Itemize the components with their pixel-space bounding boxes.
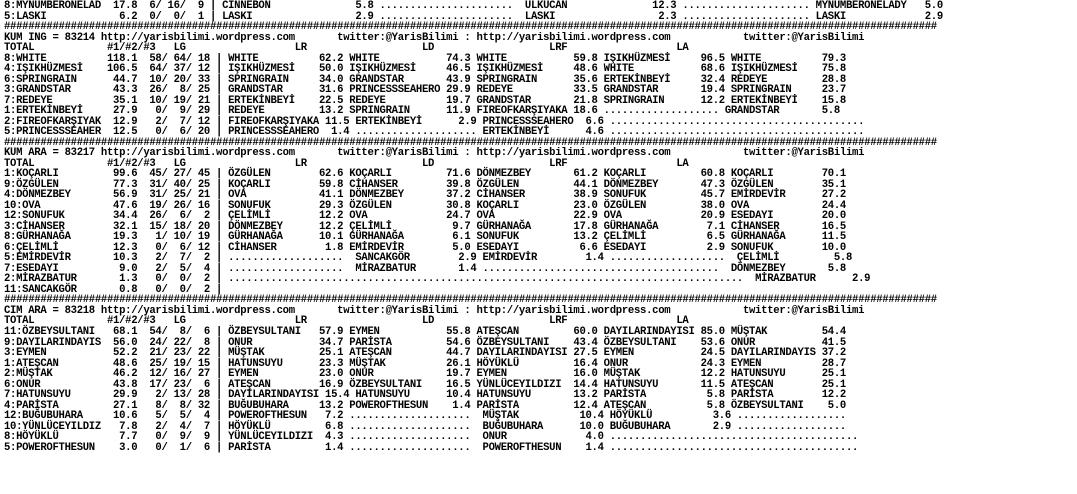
text-line: 3:CİHANSER 32.1 15/ 18/ 20 | DÖNMEZBEY 12.2 ÇELİMLİ 9.7 GÜRHANAĞA 17.8 GÜRHANAĞA 7.1 CİHANSER 16.5 (4, 220, 846, 233)
text-line: 8:MYNUMBERONELAD 17.8 6/ 16/ 9 | CINNEBON 5.8 ...................... ÜLKÜCAN 12.3 ..................... MYNUMBERONELADY 5.0 (4, 0, 943, 12)
text-line: 4:PARİSTA 27.1 8/ 8/ 32 | BUĞUBUHARA 13.2 POWEROFTHESUN 1.4 PARİSTA 12.4 ATEŞCAN 5.8 ÖZBEYSULTANI 5.0 (4, 399, 846, 412)
text-line: 2:MÜŞTAK 46.2 12/ 16/ 27 | EYMEN 23.0 ONUR 19.7 EYMEN 16.0 MÜŞTAK 12.2 HATUNSUYU 25.1 (4, 368, 846, 381)
text-line: 3:EYMEN 52.2 21/ 23/ 22 | MÜŞTAK 25.1 ATEŞCAN 44.7 DAYILARINDAYISI 27.5 EYMEN 24.5 DAYILARINDAYIS 37.2 (4, 347, 846, 360)
text-line: 8:GÜRHANAĞA 19.3 1/ 10/ 19 | GÜRHANAĞA 10.1 GÜRHANAĞA 6.1 SONUFUK 13.2 ÇELİMLİ 6.5 GÜRHANAĞA 11.5 (4, 231, 846, 244)
text-line: 2:MİRAZBATUR 1.3 0/ 0/ 2 | ..................................................................................... MİRAZBATUR 2.9 (4, 273, 871, 286)
text-line: 7:ESEDAYI 9.0 2/ 5/ 4 | ................... MİRAZBATUR 1.4 ....................................... DÖNMEZBEY 5.8 (4, 262, 846, 275)
text-line: ########################################################################################################################################################## (4, 294, 937, 307)
text-line: 8:WHITE 118.1 58/ 64/ 18 | WHITE 62.2 WHITE 74.3 WHITE 59.8 IŞIKHÜZMESİ 96.5 WHITE 79.3 (4, 52, 846, 65)
text-line: 5:LASKI 6.2 0/ 0/ 1 | LASKI 2.9 ...................... LASKI 2.3 ..................... LASKI 2.9 (4, 10, 943, 23)
text-line: 1:ATEŞCAN 48.6 25/ 19/ 15 | HATUNSUYU 23.3 MÜŞTAK 26.1 HÖYÜKLÜ 16.4 ONUR 24.3 EYMEN 28.7 (4, 357, 846, 370)
text-line: 6:ONUR 43.8 17/ 23/ 6 | ATEŞCAN 16.9 ÖZBEYSULTANI 16.5 YÜNLÜCEYILDIZI 14.4 HATUNSUYU 11.5 ATEŞCAN 25.1 (4, 378, 846, 391)
text-line: TOTAL #1/#2/#3 LG LR LD LRF LA (4, 42, 689, 55)
text-line: 4:DÖNMEZBEY 56.9 31/ 25/ 21 | OVA 41.1 DÖNMEZBEY 37.2 CİHANSER 38.9 SONUFUK 45.7 EMİRDEVİR 27.2 (4, 189, 846, 202)
text-line: 7:REDEYE 35.1 10/ 19/ 21 | ERTEKİNBEYİ 22.5 REDEYE 19.7 GRANDSTAR 21.8 SPRINGRAIN 12.2 ERTEKİNBEYİ 15.8 (4, 94, 846, 107)
text-line: 5:PRINCESSSEAHER 12.5 0/ 6/ 20 | PRINCESSSEAHERO 1.4 .................... ERTEKİNBEYİ 4.6 .......................................... (4, 126, 865, 139)
text-line: 9:ÖZGÜLEN 77.3 31/ 40/ 25 | KOÇARLI 59.8 CİHANSER 39.8 ÖZGÜLEN 44.1 DÖNMEZBEY 47.3 ÖZGÜLEN 35.1 (4, 178, 846, 191)
text-line: 1:ERTEKİNBEYİ 27.9 0/ 9/ 29 | REDEYE 13.2 SPRINGRAIN 11.9 FIREOFKARŞIYAKA 18.6 ................... GRANDSTAR 5.8 (4, 105, 840, 118)
text-line: 9:DAYILARINDAYIS 56.0 24/ 22/ 8 | ONUR 34.7 PARİSTA 54.6 ÖZBEYSULTANI 43.4 ÖZBEYSULTANI 53.6 ONUR 41.5 (4, 336, 846, 349)
text-line: 11:SANCAKGÖR 0.8 0/ 0/ 2 | (4, 283, 223, 296)
text-line: 8:HÖYÜKLÜ 7.7 0/ 9/ 9 | YÜNLÜCEYILDIZI 4.3 .................... ONUR 4.0 ......................................... (4, 431, 859, 444)
text-line: KUM ING = 83214 http://yarisbilimi.wordpress.com twitter:@YarisBilimi : http://yarisbilimi.wordpress.com twitter:@YarisBilimi (4, 31, 865, 44)
text-line: 6:ÇELİMLİ 12.3 0/ 6/ 12 | CİHANSER 1.8 EMİRDEVİR 5.0 ESEDAYI 6.6 ESEDAYI 2.9 SONUFUK 10.0 (4, 241, 846, 254)
text-line: 2:FIREOFKARŞIYAK 12.9 2/ 7/ 12 | FIREOFKARŞIYAKA 11.5 ERTEKİNBEYİ 2.9 PRINCESSSEAHERO 6.6 .......................................... (4, 115, 865, 128)
text-line: 4:IŞIKHÜZMESİ 106.5 64/ 37/ 12 | IŞIKHÜZMESİ 50.0 IŞIKHÜZMESİ 46.5 IŞIKHÜZMESİ 48.6 WHITE 68.6 IŞIKHÜZMESİ 75.8 (4, 63, 846, 76)
text-line: 12:BUĞUBUHARA 10.6 5/ 5/ 4 | POWEROFTHESUN 7.2 .................... MÜŞTAK 10.4 HÖYÜKLÜ 3.6 .................. (4, 410, 846, 423)
text-line: 5:POWEROFTHESUN 3.0 0/ 1/ 6 | PARİSTA 1.4 .................... POWEROFTHESUN 1.4 ......................................... (4, 441, 859, 454)
text-line: 11:ÖZBEYSULTANI 68.1 54/ 8/ 6 | ÖZBEYSULTANI 57.9 EYMEN 55.8 ATEŞCAN 60.0 DAYILARINDAYISI 85.0 MÜŞTAK 54.4 (4, 325, 846, 338)
text-line: TOTAL #1/#2/#3 LG LR LD LRF LA (4, 315, 689, 328)
text-line: 1:KOÇARLI 99.6 45/ 27/ 45 | ÖZGÜLEN 62.6 KOÇARLI 71.6 DÖNMEZBEY 61.2 KOÇARLI 60.8 KOÇARLI 70.1 (4, 168, 846, 181)
text-line: 3:GRANDSTAR 43.3 26/ 8/ 25 | GRANDSTAR 31.6 PRINCESSSEAHERO 29.9 REDEYE 33.5 GRANDSTAR 19.4 SPRINGRAIN 23.7 (4, 84, 846, 97)
text-line: ########################################################################################################################################################## (4, 136, 937, 149)
text-line: KUM ARA = 83217 http://yarisbilimi.wordpress.com twitter:@YarisBilimi : http://yarisbilimi.wordpress.com twitter:@YarisBilimi (4, 147, 865, 160)
text-line: ########################################################################################################################################################## (4, 21, 937, 34)
text-line: 12:SONUFUK 34.4 26/ 6/ 2 | ÇELİMLİ 12.2 OVA 24.7 OVA 22.9 OVA 20.9 ESEDAYI 20.0 (4, 210, 846, 223)
text-line: 6:SPRINGRAIN 44.7 10/ 20/ 33 | SPRINGRAIN 34.0 GRANDSTAR 43.9 SPRINGRAIN 35.6 ERTEKİNBEYİ 32.4 REDEYE 28.8 (4, 73, 846, 86)
text-line: 10:OVA 47.6 19/ 26/ 16 | SONUFUK 29.3 ÖZGÜLEN 30.8 KOÇARLI 23.0 ÖZGÜLEN 38.0 OVA 24.4 (4, 199, 846, 212)
text-line: 5:EMİRDEVİR 10.3 2/ 7/ 2 | ................... SANCAKGÖR 2.9 EMİRDEVİR 1.4 ................... ÇELİMLİ 5.8 (4, 252, 853, 265)
text-line: 7:HATUNSUYU 29.9 2/ 13/ 28 | DAYILARINDAYISI 15.4 HATUNSUYU 10.4 HATUNSUYU 13.2 PARİSTA 5.8 PARİSTA 12.2 (4, 389, 846, 402)
text-line: 10:YÜNLÜCEYILDIZ 7.8 2/ 4/ 7 | HÖYÜKLÜ 6.8 .................... BUĞUBUHARA 10.0 BUĞUBUHARA 2.9 .................. (4, 420, 846, 433)
text-line: TOTAL #1/#2/#3 LG LR LD LRF LA (4, 157, 689, 170)
text-line: CIM ARA = 83218 http://yarisbilimi.wordpress.com twitter:@YarisBilimi : http://yarisbilimi.wordpress.com twitter:@YarisBilimi (4, 304, 865, 317)
